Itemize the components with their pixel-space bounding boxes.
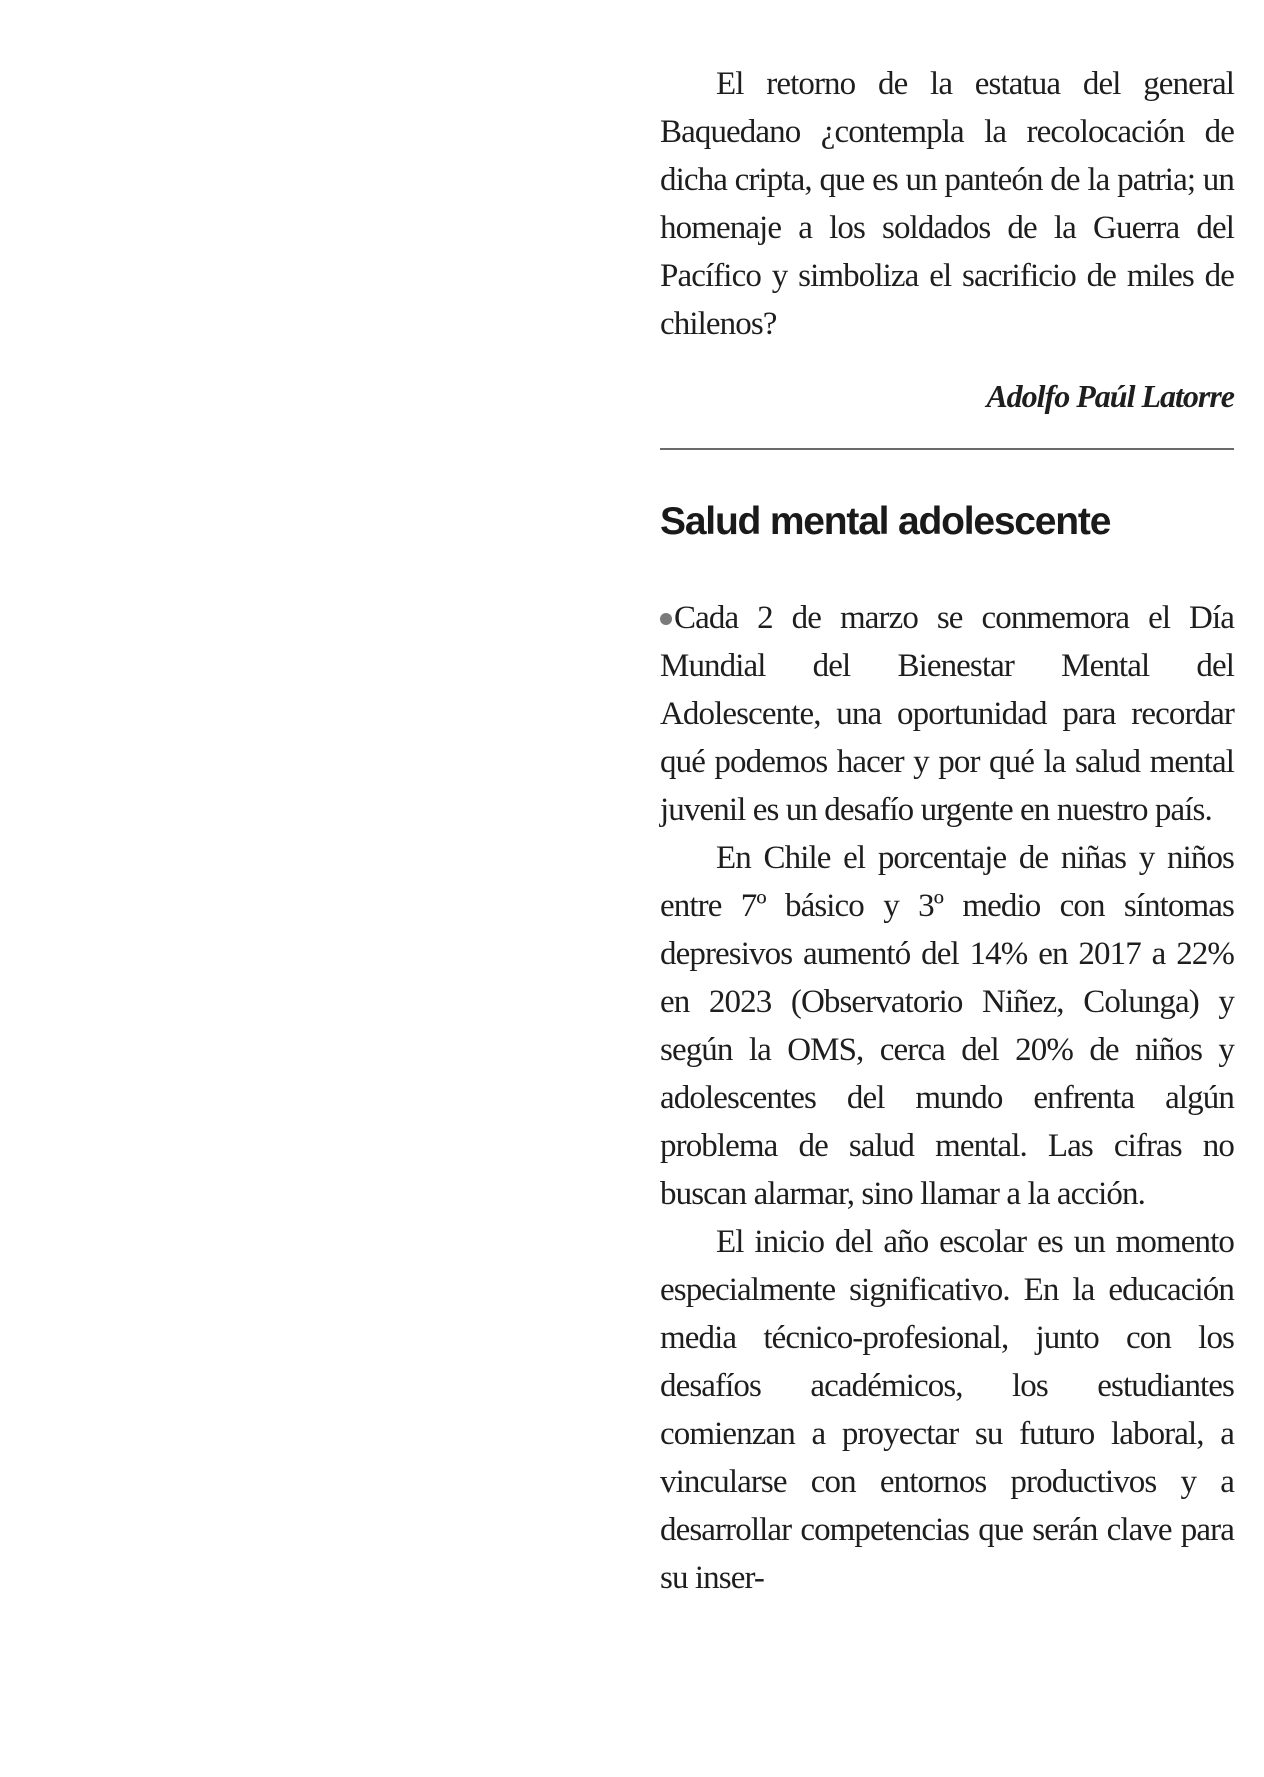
- letter-headline: Salud mental adolescente: [660, 500, 1111, 543]
- letter-paragraph-2: En Chile el porcentaje de niñas y niños entre 7º básico y 3º medio con síntomas depresivos aumentó del 14% en 2017 a 22% en 2023 (Observatorio Niñez, Colunga) y según la OMS, cerca del 20% de niños y adolescentes del mundo enfrenta algún problema de salud mental. Las cifras no buscan alarmar, sino llamar a la acción.: [660, 840, 1234, 1212]
- previous-letter-paragraph: El retorno de la estatua del general Baquedano ¿contempla la recolocación de dicha cripta, que es un panteón de la patria; un homenaje a los soldados de la Guerra del Pacífico y simboliza el sacrificio de miles de chilenos?: [660, 66, 1234, 342]
- letter-paragraph-1: [660, 594, 1234, 834]
- bullet-dot-icon: [660, 613, 672, 625]
- letter-paragraph-1-text: Cada 2 de marzo se conmemora el Día Mundial del Bienestar Mental del Adolescente, una oportunidad para recordar qué podemos hacer y por qué la salud mental juvenil es un desafío urgente en nuestro país.: [660, 600, 1234, 828]
- letter-paragraph-3: El inicio del año escolar es un momento especialmente significativo. En la educación media técnico-profesional, junto con los desafíos académicos, los estudiantes comienzan a proyectar su futuro laboral, a vincularse con entornos productivos y a desarrollar competencias que serán clave para su inser-: [660, 1224, 1234, 1596]
- previous-letter-author: Adolfo Paúl Latorre: [986, 378, 1234, 414]
- section-divider: [660, 448, 1234, 450]
- letters-column: [660, 60, 1234, 1602]
